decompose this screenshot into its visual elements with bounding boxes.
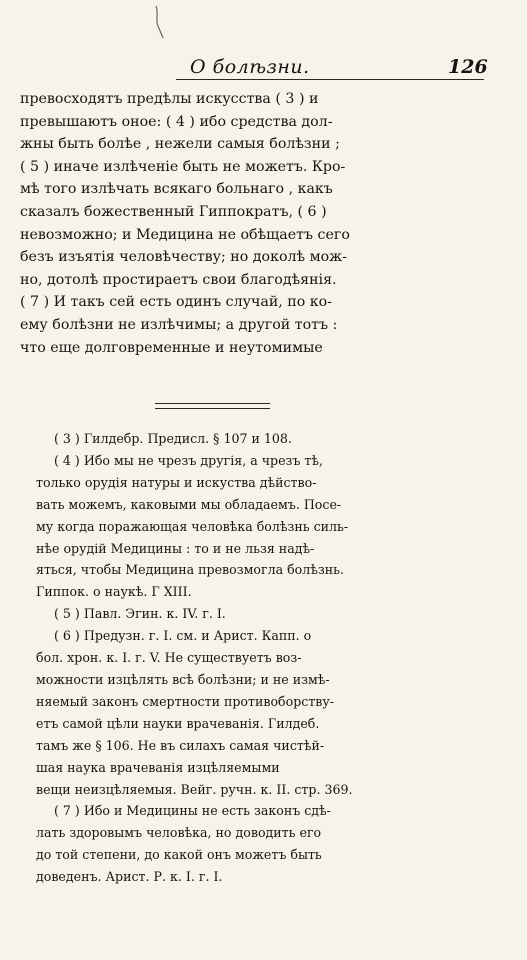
text-line: невозможно; и Медицина не обѣщаетъ сего [20,226,350,243]
footnote-line: вещи неизцѣляемыя. Вейг. ручн. к. II. стр. 369. [36,781,353,797]
footnotes [36,428,504,888]
footnote-line: ( 4 ) Ибо мы не чрезъ другія, а чрезъ тѣ, [54,452,324,468]
text-line: жны быть болѣе , нежели самыя болѣзни ; [20,136,340,153]
footnote-line: только орудія натуры и искуства дѣйство- [36,474,317,490]
footnote-line: можности изцѣлять всѣ болѣзни; и не измѣ- [36,671,330,687]
footnote-line: тамъ же § 106. Не въ силахъ самая чистѣй- [36,737,325,753]
text-line: ему болѣзни не излѣчимы; а другой тотъ : [20,316,338,333]
footnote-separator [155,403,270,409]
footnote-line: до той степени, до какой онъ можетъ быть [36,847,322,863]
ink-mark [150,4,168,40]
text-line: превышаютъ оное: ( 4 ) ибо средства дол- [20,113,333,130]
running-title: О болѣзни. [190,56,310,78]
footnote-line: ( 3 ) Гилдебр. Предисл. § 107 и 108. [54,431,292,446]
text-line: сказалъ божественный Гиппократъ, ( 6 ) [20,203,327,220]
footnote-line: яться, чтобы Медицина превозмогла болѣзнь. [36,562,344,578]
footnote-line: ( 7 ) Ибо и Медицины не есть законъ сдѣ- [54,803,331,819]
main-text [20,88,500,359]
footnote-line: Гиппок. о наукѣ. Г XIII. [36,584,192,600]
text-line: ( 5 ) иначе излѣченіе быть не можетъ. Кро- [20,158,346,175]
running-header [0,48,527,82]
footnote-line: нѣе орудій Медицины : то и не льзя надѣ- [36,540,315,556]
footnote-line: етъ самой цѣли науки врачеванія. Гилдеб. [36,715,320,731]
footnote-line: ( 6 ) Предузн. г. I. см. и Арист. Капп. о [54,628,312,644]
text-line: безъ изъятія человѣчеству; но доколѣ мож- [20,249,347,266]
text-line: но, дотолѣ простираетъ свои благодѣянія. [20,271,337,288]
footnote-line: му когда поражающая человѣка болѣзнь силь- [36,518,349,534]
text-line: ( 7 ) И такъ сей есть одинъ случай, по ко- [20,294,333,311]
header-rule [176,79,484,80]
text-line: что еще долговременные и неутомимые [20,339,323,356]
page-number: 126 [448,56,488,78]
footnote-line: доведенъ. Арист. Р. к. I. г. I. [36,869,223,885]
footnote-line: вать можемъ, каковыми мы обладаемъ. Посе- [36,496,342,512]
text-line: превосходятъ предѣлы искусства ( 3 ) и [20,91,319,107]
footnote-line: бол. хрон. к. I. г. V. Не существуетъ воз- [36,650,302,666]
text-line: мѣ того излѣчать всякаго больнаго , какъ [20,181,333,198]
footnote-line: шая наука врачеванія изцѣляемыми [36,759,280,775]
footnote-line: ( 5 ) Павл. Эгин. к. IV. г. I. [54,606,226,622]
footnote-line: лать здоровымъ человѣка, но доводить его [36,825,322,841]
footnote-line: няемый законъ смертности противоборству- [36,693,335,709]
